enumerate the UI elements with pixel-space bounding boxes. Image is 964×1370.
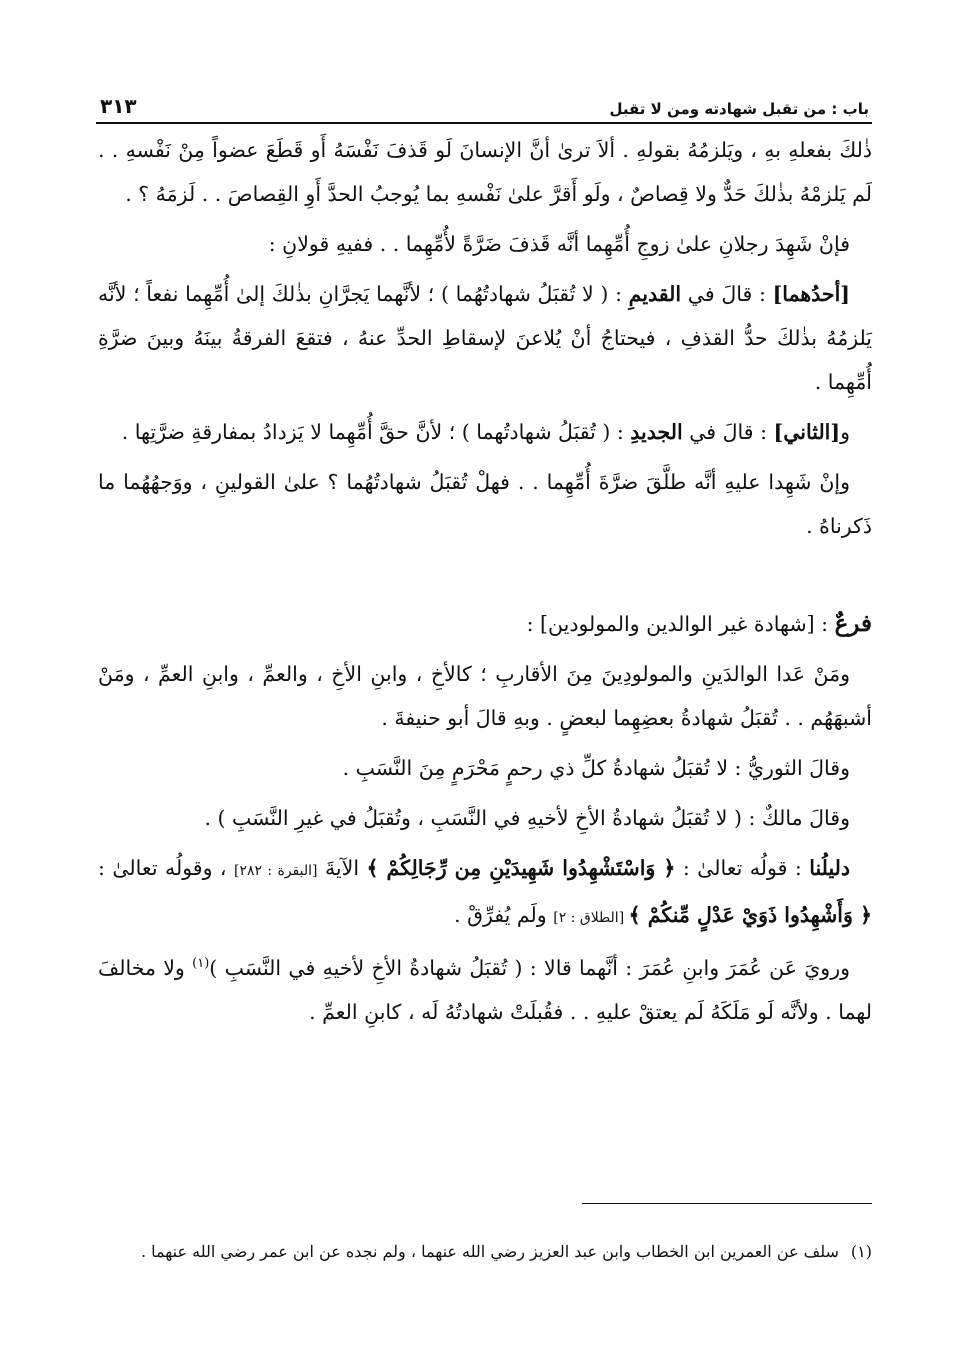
chapter-title: باب : من تقبل شهادته ومن لا تقبل <box>609 100 869 118</box>
p4-rest: : ( تُقبَلُ شهادتُهما ) ؛ لأنَّ حقَّ أُمِّهِما لا يَزدادُ بمفارقةِ ضرَّتِها . <box>121 420 631 444</box>
paragraph-3 <box>98 272 872 404</box>
footnote-marker: (١) <box>192 956 210 972</box>
verse-reference-2: [الطلاق : ٢] <box>553 910 629 926</box>
footnote-text: سلف عن العمرين ابن الخطاب وابن عبد العزيز رضي الله عنهما ، ولم نجده عن ابن عمر رضي الله عنهما . <box>141 1242 839 1261</box>
page-header <box>100 82 869 118</box>
old-madhab-label: القديمِ <box>628 282 682 306</box>
branch-heading <box>98 602 872 646</box>
p3-mid: : قالَ في <box>681 282 773 306</box>
footnote <box>98 1236 872 1268</box>
evidence-label: دليلُنا <box>809 856 851 880</box>
p10-a: ورويَ عَن عُمَرَ وابنِ عُمَرَ : أنَّهما قالا : ( تُقبَلُ شهادةُ الأخِ لأخيهِ في النَّسَبِ ) <box>209 956 850 980</box>
p9-b: الآيةَ <box>317 856 367 880</box>
p9-c: ، وقولُه تعالىٰ : <box>98 856 234 880</box>
p9-d: ولَم يُفرِّقْ . <box>454 903 554 927</box>
verse-reference-1: [البقرة : ٢٨٢] <box>234 863 318 879</box>
main-text <box>98 128 872 1040</box>
first-opinion-label: [أحدُهما] <box>772 282 850 306</box>
paragraph-5: وإنْ شَهِدا عليهِ أنَّه طلَّقَ ضرَّةَ أُمِّهِما . . فهلْ تُقبَلُ شهادتُهُما ؟ علىٰ القولينِ ، ووَجهُهُما ما ذَكرناهُ . <box>98 470 872 538</box>
header-rule <box>96 122 872 124</box>
paragraph-2: فإنْ شَهِدَ رجلانِ علىٰ زوجِ أُمِّهِما أنَّه قَذفَ ضَرَّةً لأُمِّهِما . . ففيهِ قولانِ : <box>268 232 850 256</box>
paragraph-6: ومَنْ عَدا الوالدَينِ والمولودِينَ مِنَ الأقاربِ ؛ كالأخِ ، وابنِ الأخِ ، والعمِّ ، وابنِ العمِّ ، ومَنْ أشبهَهُم . . تُقبَلُ شهادةُ بعضِهِما لبعضٍ . وبهِ قالَ أبو حنيفةَ . <box>98 662 872 730</box>
paragraph-9 <box>98 846 872 940</box>
branch-title: : [شهادة غير الوالدين والمولودين] : <box>526 612 835 636</box>
quran-verse-1: ﴿ وَاسْتَشْهِدُوا شَهِيدَيْنِ مِن رِّجَالِكُمْ ﴾ <box>366 856 676 880</box>
footnote-number: (١) <box>850 1242 872 1261</box>
paragraph-7: وقالَ الثوريُّ : لا تُقبَلُ شهادةُ كلِّ ذي رحمٍ مَحْرَمٍ مِنَ النَّسَبِ . <box>342 756 850 780</box>
paragraph-8: وقالَ مالكٌ : ( لا تُقبَلُ شهادةُ الأخِ لأخيهِ في النَّسَبِ ، وتُقبَلُ في غيرِ النَّسَبِ ) . <box>204 806 850 830</box>
p3-rest: : ( لا تُقبَلُ شهادتُهُما ) ؛ لأنَّهما يَجرَّانِ بذٰلكَ إلىٰ أُمِّهِما نفعاً ؛ لأنَّه يَلزمُهُ بذٰلكَ حدُّ القذفِ ، فيحتاجُ أنْ يُلاعنَ لإسقاطِ الحدِّ عنهُ ، فتقعَ الفرقةُ بينَهُ وبينَ ضرَّةِ أُمِّهِما . <box>98 282 872 394</box>
p9-a: : قولُه تعالىٰ : <box>675 856 810 880</box>
p4-pre: و <box>840 420 850 444</box>
second-opinion-label: [الثاني] <box>773 420 841 444</box>
page-number: ٣١٣ <box>100 94 137 118</box>
p10-b: ولا مخالفَ لهما . ولأنَّه لَو مَلَكَهُ لَم يعتقْ عليهِ . . فقُبلَتْ شهادتُهُ لَه ، كابنِ العمِّ . <box>98 956 872 1024</box>
paragraph-1: ذٰلكَ بفعلهِ بهِ ، ويَلزمُهُ بقولهِ . ألاَ ترىٰ أنَّ الإنسانَ لَو قَذفَ نَفْسَهُ أَو قَطَعَ عضواً مِنْ نَفْسهِ . . لَم يَلزمْهُ بذٰلكَ حَدٌّ ولا قِصاصٌ ، ولَو أَقرَّ علىٰ نَفْسهِ بما يُوجبُ الحدَّ أَوِ القِصاصَ . . لَزمَهُ ؟ . <box>98 138 872 206</box>
new-madhab-label: الجديدِ <box>630 420 683 444</box>
paragraph-10 <box>98 946 872 1034</box>
footnote-rule <box>582 1203 872 1204</box>
paragraph-4 <box>98 410 872 454</box>
branch-label: فرعٌ <box>834 610 872 637</box>
p4-mid: : قالَ في <box>682 420 774 444</box>
quran-verse-2: ﴿ وَأَشْهِدُوا ذَوَيْ عَدْلٍ مِّنكُمْ ﴾ <box>628 903 872 927</box>
